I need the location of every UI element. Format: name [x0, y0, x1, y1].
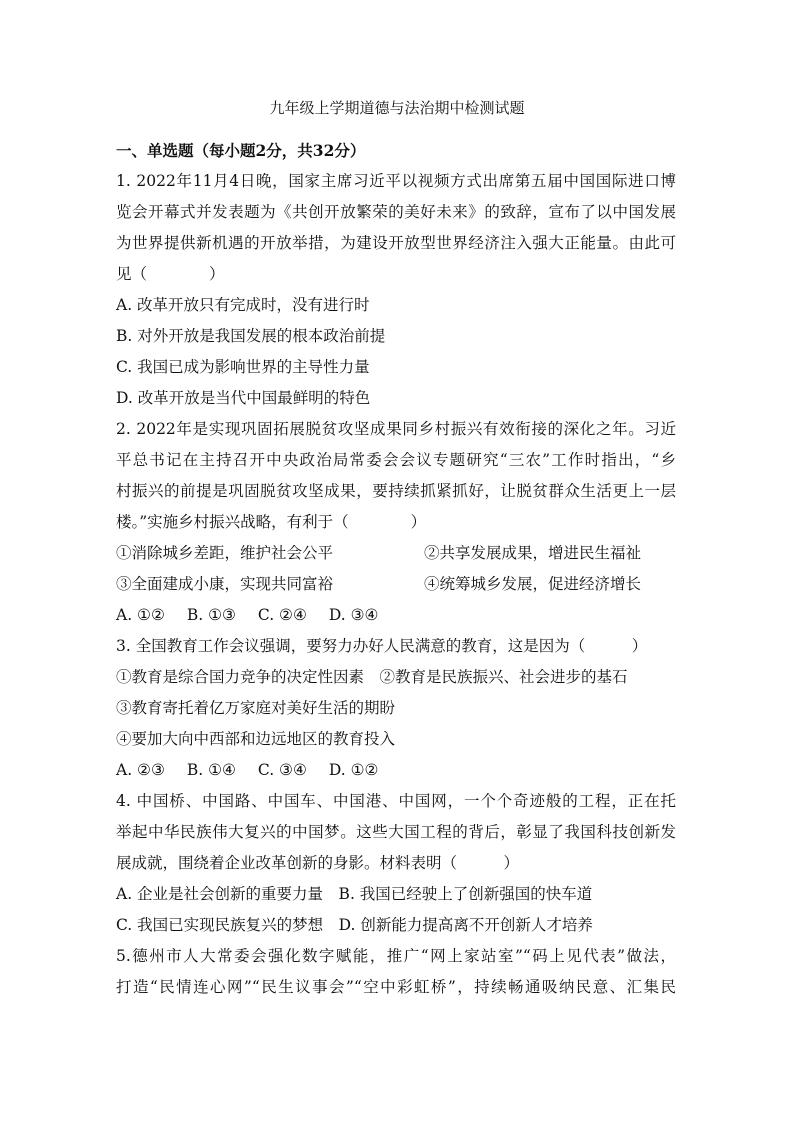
statement-item: ④要加大向中西部和边远地区的教育投入 [116, 730, 396, 748]
question-5 [116, 941, 676, 1003]
choice-a: A. ①② [116, 606, 165, 624]
option-row: A. 企业是社会创新的重要力量 B. 我国已经驶上了创新强国的快车道 [116, 885, 593, 903]
option-a: A. 改革开放只有完成时，没有进行时 [116, 296, 370, 314]
statement-item: ①消除城乡差距，维护社会公平 [116, 544, 334, 562]
question-text-line: 村振兴的前提是巩固脱贫攻坚成果，要持续抓紧抓好，让脱贫群众生活更上一层 [116, 482, 676, 500]
question-text-line: 楼。”实施乡村振兴战略，有利于（ ） [116, 513, 427, 531]
choice-d: D. ③④ [328, 606, 379, 624]
statement-item: ②共享发展成果，增进民生福祉 [424, 544, 642, 562]
question-text-line: 为世界提供新机遇的开放举措，为建设开放型世界经济注入强大正能量。由此可 [116, 234, 676, 252]
question-text-line: 览会开幕式并发表题为《共创开放繁荣的美好未来》的致辞，宣布了以中国发展 [116, 203, 676, 221]
answer-choices [116, 755, 676, 786]
question-2 [116, 414, 676, 631]
statement-item: ③全面建成小康，实现共同富裕 [116, 575, 334, 593]
statement-item: ①教育是综合国力竞争的决定性因素 ②教育是民族振兴、社会进步的基石 [116, 668, 628, 686]
statement-row [116, 538, 676, 569]
question-text-line: 平总书记在主持召开中央政治局常委会会议专题研究“三农”工作时指出，“乡 [116, 451, 676, 469]
choice-c: C. ②④ [257, 606, 307, 624]
question-text-line: 展成就，围绕着企业改革创新的身影。材料表明（ ） [116, 854, 520, 872]
option-row: C. 我国已实现民族复兴的梦想 D. 创新能力提高离不开创新人才培养 [116, 916, 593, 934]
section-heading: 一、单选题（每小题2分，共32分） [116, 141, 366, 160]
question-text-line: 1. 2022年11月4日晚，国家主席习近平以视频方式出席第五届中国国际进口博 [116, 172, 676, 190]
statement-item: ③教育寄托着亿万家庭对美好生活的期盼 [116, 699, 396, 717]
document-title: 九年级上学期道德与法治期中检测试题 [269, 99, 525, 117]
question-text-line: 5.德州市人大常委会强化数字赋能，推广“网上家站室”“码上见代表”做法， [116, 947, 676, 965]
question-text-line: 打造“民情连心网”“民生议事会”“空中彩虹桥”，持续畅通吸纳民意、汇集民 [116, 978, 676, 996]
question-text-line: 4. 中国桥、中国路、中国车、中国港、中国网，一个个奇迹般的工程，正在托 [116, 792, 676, 810]
choice-b: B. ①③ [186, 606, 236, 624]
question-text-line: 举起中华民族伟大复兴的中国梦。这些大国工程的背后，彰显了我国科技创新发 [116, 823, 676, 841]
choice-a: A. ②③ [116, 761, 165, 779]
choice-c: C. ③④ [257, 761, 307, 779]
exam-content [116, 135, 676, 1003]
choice-d: D. ①② [328, 761, 379, 779]
option-d: D. 改革开放是当代中国最鲜明的特色 [116, 389, 371, 407]
question-text-line: 3. 全国教育工作会议强调，要努力办好人民满意的教育，这是因为（ ） [116, 637, 648, 655]
statement-item: ④统筹城乡发展，促进经济增长 [424, 575, 642, 593]
question-text-line: 2. 2022年是实现巩固拓展脱贫攻坚成果同乡村振兴有效衔接的深化之年。习近 [116, 420, 676, 438]
question-1 [116, 166, 676, 414]
statement-row [116, 569, 676, 600]
choice-b: B. ①④ [186, 761, 236, 779]
question-3 [116, 631, 676, 786]
option-b: B. 对外开放是我国发展的根本政治前提 [116, 327, 386, 345]
question-4 [116, 786, 676, 941]
question-text-line: 见（ ） [116, 265, 225, 283]
answer-choices [116, 600, 676, 631]
option-c: C. 我国已成为影响世界的主导性力量 [116, 358, 370, 376]
